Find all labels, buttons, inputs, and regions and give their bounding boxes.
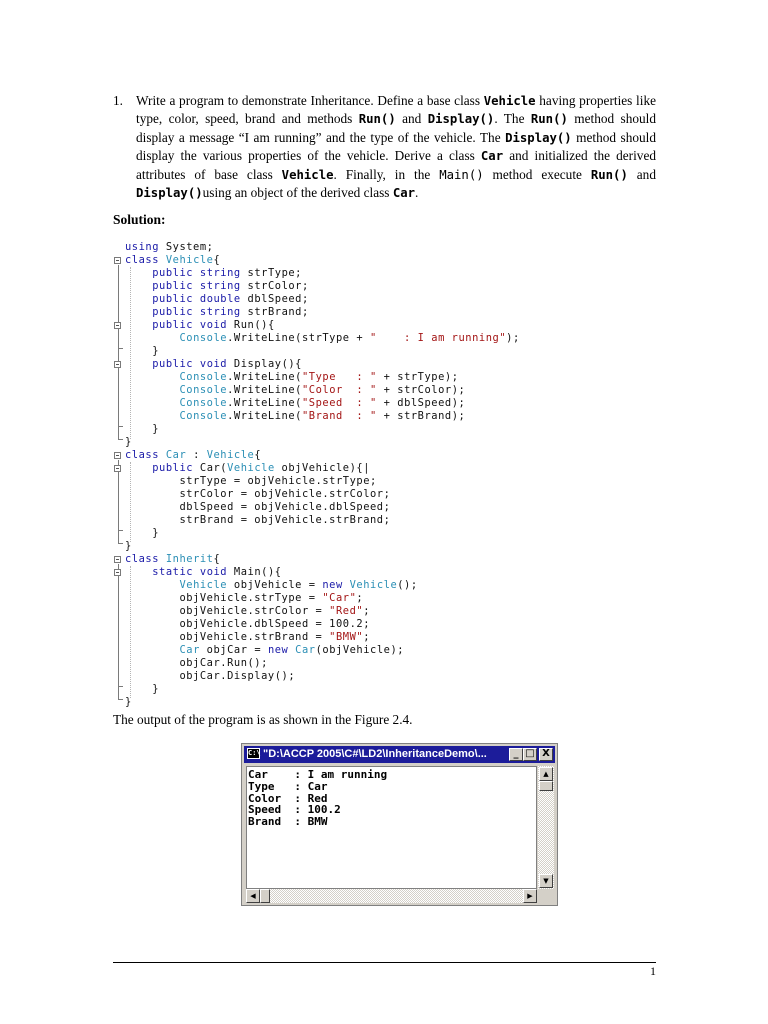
code-token: objVehicle.strBrand = (125, 631, 330, 643)
code-token (125, 332, 179, 344)
code-token (125, 267, 152, 279)
code-token: Display(){ (227, 358, 302, 370)
code-token (343, 579, 350, 591)
scroll-down-icon[interactable]: ▼ (539, 874, 553, 888)
code-token (193, 293, 200, 305)
code-term: Display() (136, 186, 203, 201)
code-token: ); (506, 332, 520, 344)
code-token: string (199, 267, 241, 279)
scroll-right-icon[interactable]: ▶ (523, 889, 537, 903)
code-token: } (125, 540, 132, 552)
code-token: Vehicle (179, 579, 228, 591)
code-token: "Car" (322, 592, 357, 604)
code-line (125, 605, 370, 618)
code-token: Console (179, 397, 228, 409)
question-text-run: . Finally, in the (333, 166, 440, 182)
collapse-icon[interactable] (114, 257, 121, 264)
console-window (241, 743, 558, 906)
code-line (125, 501, 390, 514)
solution-heading: Solution: (113, 212, 166, 227)
question-text-run: method execute (483, 166, 591, 182)
code-token (193, 319, 200, 331)
code-token (193, 280, 200, 292)
code-token: Inherit (165, 553, 214, 565)
code-token: + strBrand); (376, 410, 466, 422)
code-token: ; (363, 605, 371, 617)
collapse-icon[interactable] (114, 322, 121, 329)
code-token (159, 254, 166, 266)
question-number: 1. (113, 93, 123, 108)
code-token (125, 566, 152, 578)
code-token: + strType); (376, 371, 459, 383)
code-line (125, 423, 159, 436)
code-token: } (125, 527, 160, 539)
code-token: string (199, 306, 241, 318)
code-token: Run(){ (227, 319, 275, 331)
code-line (125, 696, 132, 709)
code-token: Console (179, 410, 228, 422)
code-line (125, 527, 159, 540)
code-token: ; (356, 592, 364, 604)
code-token: objVehicle.strType = (125, 592, 323, 604)
code-line (125, 644, 404, 657)
code-token: objCar = (199, 644, 268, 656)
question-paragraph (113, 92, 656, 202)
code-token (125, 397, 179, 409)
code-token: public (152, 462, 194, 474)
code-line (125, 683, 159, 696)
code-line (125, 579, 418, 592)
resize-grip[interactable] (538, 889, 554, 903)
code-token (125, 319, 152, 331)
code-term: Display() (505, 130, 572, 145)
code-token: Car (179, 644, 200, 656)
code-token: strColor; (240, 280, 309, 292)
code-token: "Speed : " (301, 397, 377, 409)
code-token: .WriteLine( (227, 410, 302, 422)
code-listing (113, 241, 613, 711)
code-token: class (125, 553, 160, 565)
code-token: Main(){ (227, 566, 282, 578)
maximize-icon[interactable]: □ (523, 748, 537, 761)
code-line (125, 280, 309, 293)
code-token: Console (179, 332, 228, 344)
question-text-run: and (395, 111, 428, 127)
code-token: strType = objVehicle.strType; (125, 475, 377, 487)
code-token (193, 267, 200, 279)
collapse-icon[interactable] (114, 361, 121, 368)
code-line (125, 488, 390, 501)
question-text-run: having properties like type, color, speed, brand and methods (136, 93, 656, 127)
code-token: public (152, 306, 194, 318)
code-token: Car( (193, 462, 228, 474)
code-token: void (199, 566, 228, 578)
code-term: Vehicle (483, 94, 536, 108)
vertical-scrollbar[interactable] (538, 766, 554, 889)
question-text-run: and initialized the derived attributes of base class (136, 148, 656, 182)
code-token: "Color : " (301, 384, 377, 396)
code-token: } (125, 423, 160, 435)
code-token (125, 371, 179, 383)
code-token: "Brand : " (301, 410, 377, 422)
scroll-left-icon[interactable]: ◀ (246, 889, 260, 903)
code-token: objVehicle.dblSpeed = 100.2; (125, 618, 371, 630)
code-line (125, 553, 220, 566)
code-token: void (199, 358, 228, 370)
collapse-icon[interactable] (114, 465, 121, 472)
code-line (125, 384, 465, 397)
code-line (125, 436, 132, 449)
code-token: .WriteLine(strType + (227, 332, 371, 344)
code-token (193, 358, 200, 370)
code-token: public (152, 358, 194, 370)
code-token: dblSpeed; (240, 293, 309, 305)
code-line (125, 540, 132, 553)
code-token: } (125, 696, 132, 708)
code-token (125, 358, 152, 370)
code-token: Car (295, 644, 316, 656)
code-token: strBrand = objVehicle.strBrand; (125, 514, 391, 526)
code-token: } (125, 683, 160, 695)
code-token: } (125, 436, 132, 448)
code-token: objVehicle = (227, 579, 323, 591)
code-token (125, 293, 152, 305)
code-token: Car (165, 449, 187, 461)
code-token: { (254, 449, 262, 461)
code-token: class (125, 254, 160, 266)
code-line (125, 410, 465, 423)
code-token: (objVehicle); (315, 644, 405, 656)
code-term: Car (480, 149, 504, 164)
code-line (125, 358, 302, 371)
code-token: { (213, 254, 221, 266)
code-token (125, 280, 152, 292)
footer-divider (113, 962, 656, 963)
code-line (125, 371, 459, 384)
page-number: 1 (650, 964, 656, 978)
code-token: Console (179, 384, 228, 396)
code-token: + strColor); (376, 384, 466, 396)
question-text-run: . (415, 185, 419, 201)
code-token: new (322, 579, 343, 591)
code-token: "Red" (329, 605, 364, 617)
code-line (125, 566, 282, 579)
code-token: : (186, 449, 207, 461)
question-text-run: Write a program to demonstrate Inheritance. Define a base class (136, 93, 484, 108)
code-line (125, 592, 363, 605)
code-token: System; (159, 241, 214, 253)
question-text-run: . The (494, 111, 531, 127)
console-titlebar[interactable] (244, 746, 555, 763)
console-app-icon[interactable]: C:\ (248, 749, 261, 757)
code-line (125, 631, 370, 644)
code-line (125, 462, 370, 475)
code-token: string (199, 280, 241, 292)
code-token: " : I am running" (370, 332, 507, 344)
code-token: objVehicle){| (274, 462, 371, 474)
code-token: + dblSpeed); (376, 397, 466, 409)
code-token (193, 306, 200, 318)
code-line (125, 449, 261, 462)
code-token: Vehicle (206, 449, 255, 461)
code-term: Main() (439, 167, 484, 182)
code-token: objCar.Display(); (125, 670, 296, 682)
code-token (125, 306, 152, 318)
output-caption: The output of the program is as shown in the Figure 2.4. (113, 712, 413, 727)
code-token: .WriteLine( (227, 397, 302, 409)
code-token (193, 566, 200, 578)
code-term: Run() (590, 167, 628, 182)
question-text-run: method should display the various properties of the vehicle. Derive a class (136, 129, 656, 164)
code-token: public (152, 293, 194, 305)
console-title: "D:\ACCP 2005\C#\LD2\InheritanceDemo\... (263, 748, 487, 760)
code-token: strType; (240, 267, 302, 279)
code-token: class (125, 449, 160, 461)
code-line (125, 241, 213, 254)
code-token: void (199, 319, 228, 331)
code-line (125, 254, 220, 267)
code-token: using (125, 241, 160, 253)
question-text-run: method should display a message “I am running” and the type of the vehicle. The (136, 111, 656, 145)
code-token: Vehicle (349, 579, 398, 591)
code-token: ; (363, 631, 371, 643)
code-token: Vehicle (227, 462, 275, 474)
code-line (125, 618, 370, 631)
code-term: Run() (530, 112, 568, 127)
code-token: public (152, 280, 194, 292)
minimize-icon[interactable]: _ (509, 748, 523, 761)
code-line (125, 397, 465, 410)
code-token: .WriteLine( (227, 384, 302, 396)
scroll-up-icon[interactable]: ▲ (539, 767, 553, 781)
code-token (159, 449, 166, 461)
code-token: public (152, 267, 194, 279)
horizontal-scroll-thumb[interactable] (260, 889, 270, 903)
code-token (125, 579, 179, 591)
code-token: } (125, 345, 160, 357)
code-token: strColor = objVehicle.strColor; (125, 488, 391, 500)
code-token: objVehicle.strColor = (125, 605, 330, 617)
code-token: static (152, 566, 194, 578)
code-token: .WriteLine( (227, 371, 302, 383)
code-term: Run() (358, 112, 396, 127)
code-token: "Type : " (301, 371, 377, 383)
vertical-scroll-thumb[interactable] (539, 781, 553, 791)
code-token: objCar.Run(); (125, 657, 268, 669)
code-token (125, 462, 152, 474)
code-line (125, 319, 275, 332)
code-token: (); (397, 579, 418, 591)
console-output[interactable] (246, 766, 537, 889)
question-text-run: using an object of the derived class (202, 185, 393, 201)
code-term: Car (392, 186, 416, 201)
code-line (125, 657, 268, 670)
code-token: double (199, 293, 241, 305)
code-token (125, 384, 179, 396)
code-token: new (267, 644, 289, 656)
code-token: { (213, 553, 221, 565)
code-token (125, 644, 179, 656)
code-line (125, 332, 520, 345)
code-line (125, 293, 309, 306)
code-line (125, 306, 309, 319)
code-token: Console (179, 371, 228, 383)
horizontal-scrollbar[interactable] (246, 889, 537, 903)
question-text-run: and (627, 166, 656, 182)
code-term: Vehicle (281, 167, 334, 182)
code-line (125, 514, 390, 527)
question-text (136, 92, 656, 202)
code-line (125, 475, 377, 488)
code-term: Display() (427, 112, 495, 127)
code-gutter (113, 241, 125, 711)
code-line (125, 670, 295, 683)
code-token: dblSpeed = objVehicle.dblSpeed; (125, 501, 391, 513)
close-icon[interactable]: X (539, 748, 553, 761)
console-output-text: Car : I am running Type : Car Color : Red Speed : 100.2 Brand : BMW (248, 768, 388, 829)
collapse-icon[interactable] (114, 569, 121, 576)
code-token (125, 410, 179, 422)
collapse-icon[interactable] (114, 556, 121, 563)
code-token: strBrand; (240, 306, 309, 318)
collapse-icon[interactable] (114, 452, 121, 459)
code-line (125, 345, 159, 358)
code-line (125, 267, 302, 280)
code-token: "BMW" (329, 631, 364, 643)
code-token (159, 553, 166, 565)
code-token: Vehicle (165, 254, 214, 266)
code-token: public (152, 319, 194, 331)
